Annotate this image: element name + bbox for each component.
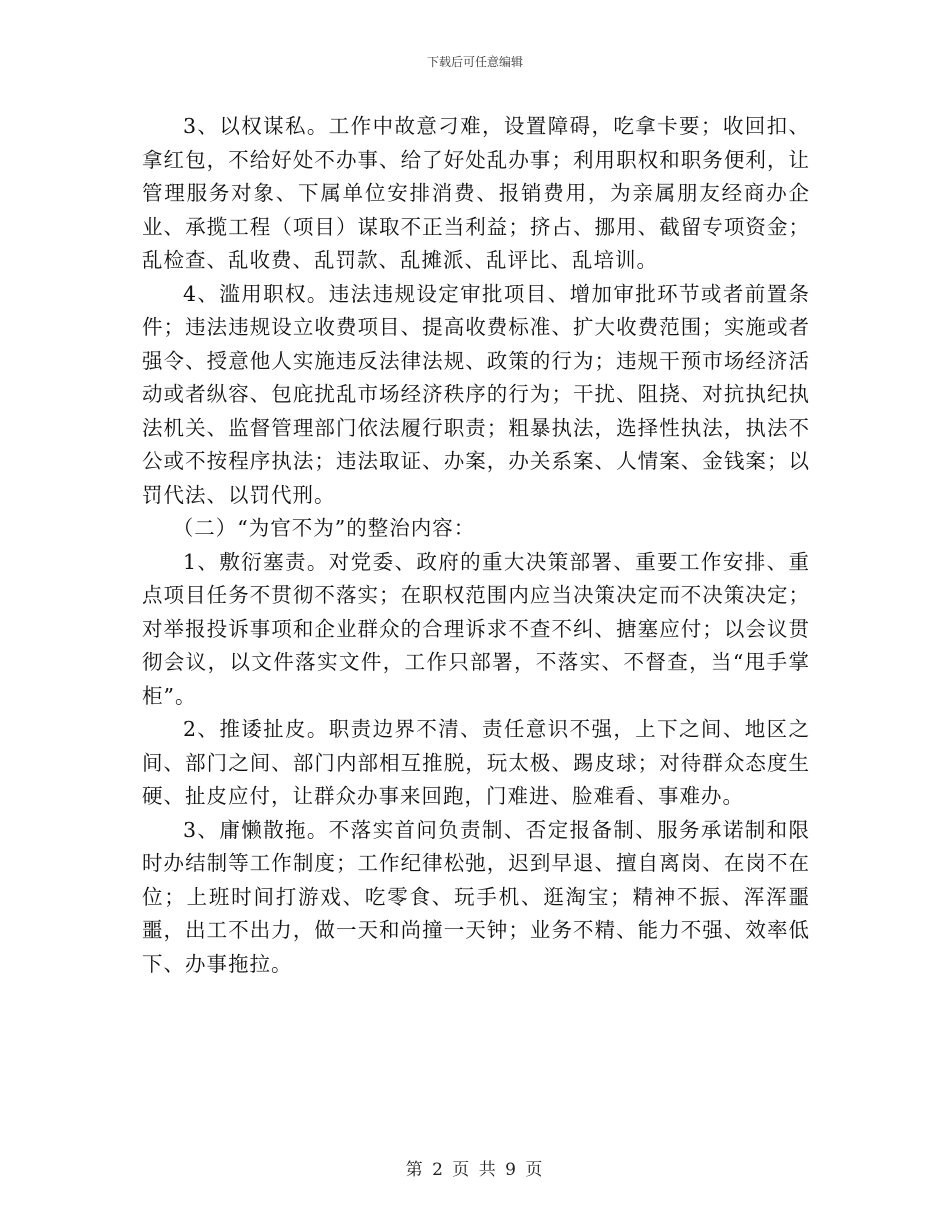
paragraph-abuse-of-power: 4、滥用职权。违法违规设定审批项目、增加审批环节或者前置条件；违法违规设立收费项目、提高收费标准、扩大收费范围；实施或者强令、授意他人实施违反法律法规、政策的行为；违规干预市场经济活动或者纵容、包庇扰乱市场经济秩序的行为；干扰、阻挠、对抗执纪执法机关、监督管理部门依法履行职责；粗暴执法，选择性执法，执法不公或不按程序执法；违法取证、办案，办关系案、人情案、金钱案；以罚代法、以罚代刑。 — [142, 281, 810, 507]
paragraph-perfunctory: 1、敷衍塞责。对党委、政府的重大决策部署、重要工作安排、重点项目任务不贯彻不落实；在职权范围内应当决策决定而不决策决定；对举报投诉事项和企业群众的合理诉求不查不纠、搪塞应付；以会议贯彻会议，以文件落实文件，工作只部署，不落实、不督查，当“甩手掌柜”。 — [142, 549, 810, 708]
paragraph-lazy-and-slack: 3、庸懒散拖。不落实首问负责制、否定报备制、服务承诺制和限时办结制等工作制度；工作纪律松弛，迟到早退、擅自离岗、在岗不在位；上班时间打游戏、吃零食、玩手机、逛淘宝；精神不振、浑浑噩噩，出工不出力，做一天和尚撞一天钟；业务不精、能力不强、效率低下、办事拖拉。 — [142, 817, 810, 976]
section-heading-inaction: （二）“为官不为”的整治内容： — [172, 516, 476, 540]
paragraph-passing-the-buck: 2、推诿扯皮。职责边界不清、责任意识不强，上下之间、地区之间、部门之间、部门内部相互推脱，玩太极、踢皮球；对待群众态度生硬、扯皮应付，让群众办事来回跑，门难进、脸难看、事难办。 — [142, 717, 810, 808]
document-body — [142, 110, 810, 981]
page-number-footer: 第 2 页 共 9 页 — [405, 1160, 545, 1180]
page-header-note: 下载后可任意编辑 — [426, 55, 523, 69]
paragraph-abuse-for-private-gain: 3、以权谋私。工作中故意刁难，设置障碍，吃拿卡要；收回扣、拿红包，不给好处不办事、给了好处乱办事；利用职权和职务便利，让管理服务对象、下属单位安排消费、报销费用，为亲属朋友经商办企业、承揽工程（项目）谋取不正当利益；挤占、挪用、截留专项资金；乱检查、乱收费、乱罚款、乱摊派、乱评比、乱培训。 — [142, 114, 810, 272]
